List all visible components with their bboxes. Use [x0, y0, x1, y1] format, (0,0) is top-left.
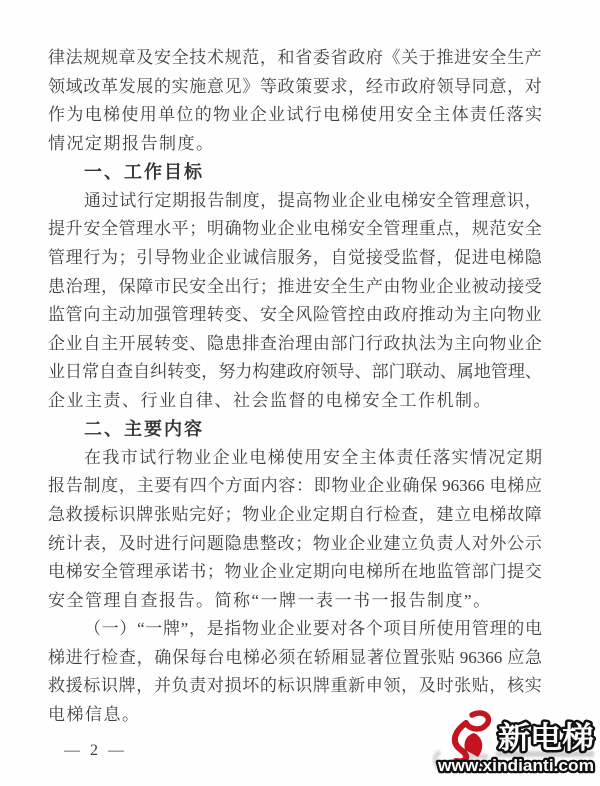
text-line: 梯 进 行 检 查 ， 确 保 每 台 电 梯 必 须 在 轿 厢 显 著 位 置 张 贴 96366 应 急 — [48, 647, 542, 667]
text-line: 管 理 行 为 ； 引 导 物 业 企 业 诚 信 服 务 ， 自 觉 接 受 监 督 ， 促 进 电 梯 隐 — [48, 247, 542, 267]
text-line: 提 升 安 全 管 理 水 平 ； 明 确 物 业 企 业 电 梯 安 全 管 理 重 点 ， 规 范 安 全 — [48, 219, 542, 239]
section-heading: 二、主要内容 — [84, 419, 204, 440]
text-line: 情 况 定 期 报 告 制 度 。 — [48, 133, 213, 153]
text-line: 业 日 常 自 查 自 纠 转 变 ， 努 力 构 建 政 府 领 导 、 部 门 联 动 、 属 地 管 理 、 — [48, 362, 542, 382]
text-line: 通 过 试 行 定 期 报 告 制 度 ， 提 高 物 业 企 业 电 梯 安 全 管 理 意 识 ， — [84, 190, 542, 210]
watermark-site-name: 新电梯 — [498, 722, 594, 755]
text-line: 急 救 援 标 识 牌 张 贴 完 好 ； 物 业 企 业 定 期 自 行 检 查 ， 建 立 电 梯 故 障 — [48, 505, 542, 524]
text-line: 律 法 规 规 章 及 安 全 技 术 规 范 ， 和 省 委 省 政 府 《 关 于 推 进 安 全 生 产 — [48, 48, 542, 67]
document-body — [48, 44, 542, 730]
text-line: 报 告 制 度 ， 主 要 有 四 个 方 面 内 容 ： 即 物 业 企 业 确 保 96366 电 梯 应 — [48, 476, 542, 496]
text-line: 领 域 改 革 发 展 的 实 施 意 见 》 等 政 策 要 求 ， 经 市 政 府 领 导 同 意 ， 对 — [48, 76, 542, 96]
page-number: — 2 — — [64, 742, 127, 759]
watermark-site-url: www.xindianti.com — [436, 756, 594, 775]
text-line: 监 管 向 主 动 加 强 管 理 转 变 、 安 全 风 险 管 控 由 政 府 推 动 为 主 向 物 业 — [48, 305, 542, 325]
watermark-logo — [432, 708, 600, 776]
text-line: 救 援 标 识 牌 ， 并 负 责 对 损 坏 的 标 识 牌 重 新 申 领 ， 及 时 张 贴 ， 核 实 — [48, 676, 542, 696]
text-line: 企 业 自 主 开 展 转 变 、 隐 患 排 查 治 理 由 部 门 行 政 执 法 为 主 向 物 业 企 — [48, 333, 542, 353]
text-line: 企 业 主 责 、 行 业 自 律 、 社 会 监 督 的 电 梯 安 全 工 作 机 制 。 — [48, 390, 491, 410]
text-line: 电 梯 安 全 管 理 承 诺 书 ； 物 业 企 业 定 期 向 电 梯 所 在 地 监 管 部 门 提 交 — [48, 562, 542, 582]
text-line: 在 我 市 试 行 物 业 企 业 电 梯 使 用 安 全 主 体 责 任 落 实 情 况 定 期 — [84, 447, 542, 467]
section-heading: 一、工作目标 — [84, 162, 204, 183]
text-line: 统 计 表 ， 及 时 进 行 问 题 隐 患 整 改 ； 物 业 企 业 建 立 负 责 人 对 外 公 示 — [48, 533, 542, 553]
text-line: 安 全 管 理 自 查 报 告 。 简 称 “ 一 牌 一 表 一 书 一 报 告 制 度 ” 。 — [48, 590, 491, 610]
text-line: 作 为 电 梯 使 用 单 位 的 物 业 企 业 试 行 电 梯 使 用 安 全 主 体 责 任 落 实 — [48, 105, 542, 125]
text-line: （ 一 ） “ 一 牌 ” ， 是 指 物 业 企 业 要 对 各 个 项 目 所 使 用 管 理 的 电 — [84, 619, 542, 639]
xindianti-watermark — [432, 708, 600, 776]
text-line: 患 治 理 ， 保 障 市 民 安 全 出 行 ； 推 进 安 全 生 产 由 物 业 企 业 被 动 接 受 — [48, 276, 542, 296]
text-line: 电 梯 信 息 。 — [48, 704, 139, 724]
